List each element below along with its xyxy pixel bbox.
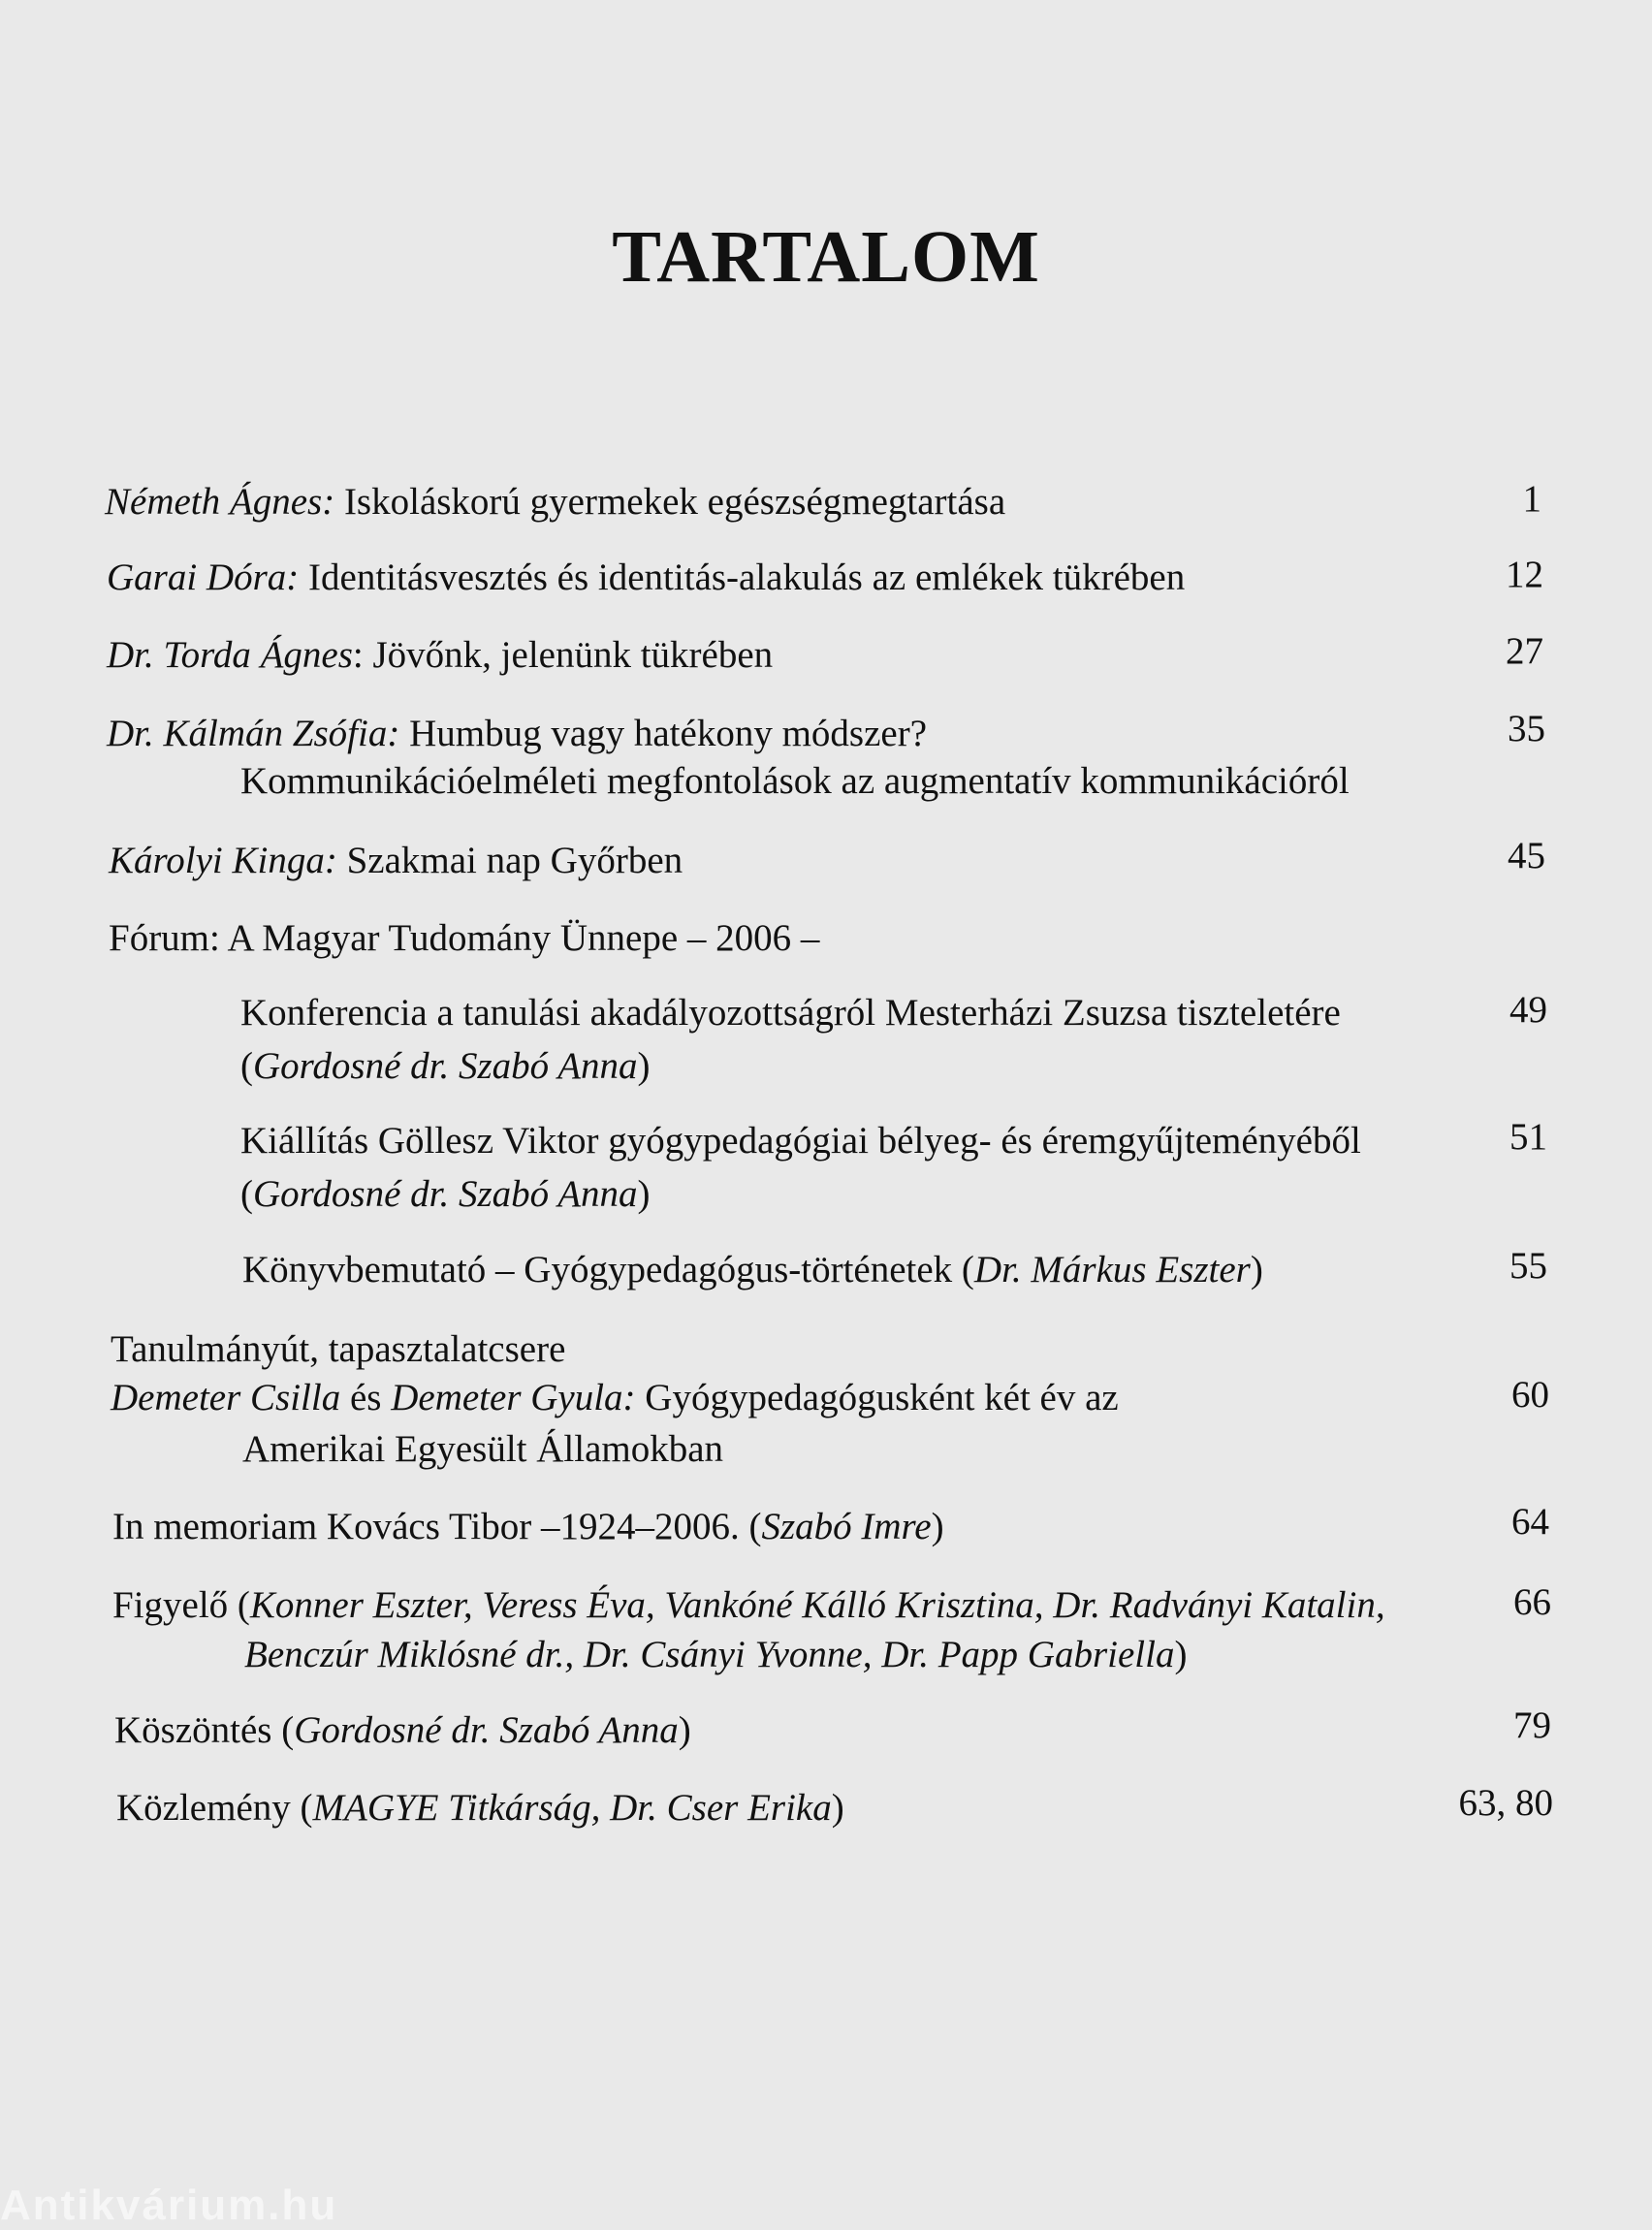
page-number: 49 [1509,989,1547,1031]
toc-entry [107,636,773,674]
entry-author: Gordosné dr. Szabó Anna [294,1709,679,1751]
entry-author: Benczúr Miklósné dr., Dr. Csányi Yvonne, Dr. Papp Gabriella [244,1634,1175,1675]
page-number: 66 [1513,1581,1551,1623]
entry-author: MAGYE Titkárság, Dr. Cser Erika [312,1787,832,1829]
entry-author: Németh Ágnes: [105,481,335,523]
toc-entry [107,558,1185,596]
page-number: 60 [1511,1374,1549,1416]
toc-entry: Konferencia a tanulási akadályozottságról Mesterházi Zsuzsa tiszteletére [240,992,1341,1034]
entry-title: Identitásvesztés és identitás-alakulás az emlékek tükrében [299,557,1186,598]
toc-entry: In memoriam Kovács Tibor –1924–2006. (Szabó Imre) [112,1506,944,1547]
page-number: 45 [1508,835,1545,876]
toc-entry [109,842,683,879]
toc-entry: Figyelő (Konner Eszter, Veress Éva, Vankóné Kálló Krisztina, Dr. Radványi Katalin, [112,1584,1385,1626]
page-number: 79 [1513,1704,1551,1746]
entry-author: Gordosné dr. Szabó Anna [253,1045,638,1087]
entry-byline: (Gordosné dr. Szabó Anna) [240,1173,651,1215]
entry-author: Garai Dóra: [107,557,300,598]
toc-entry: Könyvbemutató – Gyógypedagógus-történetek (Dr. Márkus Eszter) [242,1249,1263,1290]
entry-subtitle: Amerikai Egyesült Államokban [242,1428,724,1470]
entry-author: Dr. Kálmán Zsófia: [107,713,400,754]
page-number: 12 [1506,554,1543,595]
watermark: Antikvárium.hu [0,2182,338,2229]
entry-title: Szakmai nap Győrben [336,840,683,881]
entry-author: Demeter Gyula: [391,1377,636,1418]
toc-entry: Köszöntés (Gordosné dr. Szabó Anna) [114,1709,691,1751]
entry-author: Károlyi Kinga: [109,840,337,881]
entry-author: Szabó Imre [761,1506,932,1547]
toc-entry [107,715,927,752]
page-number: 51 [1509,1116,1547,1158]
entry-subtitle: Kommunikációelméleti megfontolások az augmentatív kommunikációról [240,760,1350,802]
entry-title: : Jövőnk, jelenünk tükrében [352,634,774,676]
page-number: 35 [1508,708,1545,749]
toc-entry: Demeter Csilla és Demeter Gyula: Gyógypedagógusként két év az [111,1377,1119,1418]
section-heading: Fórum: A Magyar Tudomány Ünnepe – 2006 – [109,917,820,959]
entry-title: Humbug vagy hatékony módszer? [399,713,928,754]
entry-title: Gyógypedagógusként két év az [635,1377,1119,1418]
entry-author: Dr. Torda Ágnes [107,634,353,676]
entry-author: Dr. Márkus Eszter [973,1249,1251,1290]
entry-author: Demeter Csilla [111,1377,341,1418]
entry-byline: Benczúr Miklósné dr., Dr. Csányi Yvonne, Dr. Papp Gabriella) [244,1634,1188,1675]
entry-author: Konner Eszter, Veress Éva, Vankóné Kálló Krisztina, Dr. Radványi Katalin, [249,1584,1385,1626]
toc-entry: Kiállítás Göllesz Viktor gyógypedagógiai bélyeg- és éremgyűjteményéből [240,1120,1361,1162]
section-heading: Tanulmányút, tapasztalatcsere [111,1328,566,1370]
page-number: 27 [1506,630,1543,672]
page-number: 64 [1511,1501,1549,1543]
toc-entry [105,483,1005,521]
page-number: 55 [1509,1245,1547,1287]
page-title: TARTALOM [612,216,1040,298]
page-number: 63, 80 [1458,1782,1553,1824]
entry-title: Iskoláskorú gyermekek egészségmegtartása [334,481,1006,523]
entry-author: Gordosné dr. Szabó Anna [253,1173,638,1215]
toc-entry: Közlemény (MAGYE Titkárság, Dr. Cser Erika) [116,1787,844,1829]
page-number: 1 [1522,478,1541,520]
entry-byline: (Gordosné dr. Szabó Anna) [240,1045,651,1087]
